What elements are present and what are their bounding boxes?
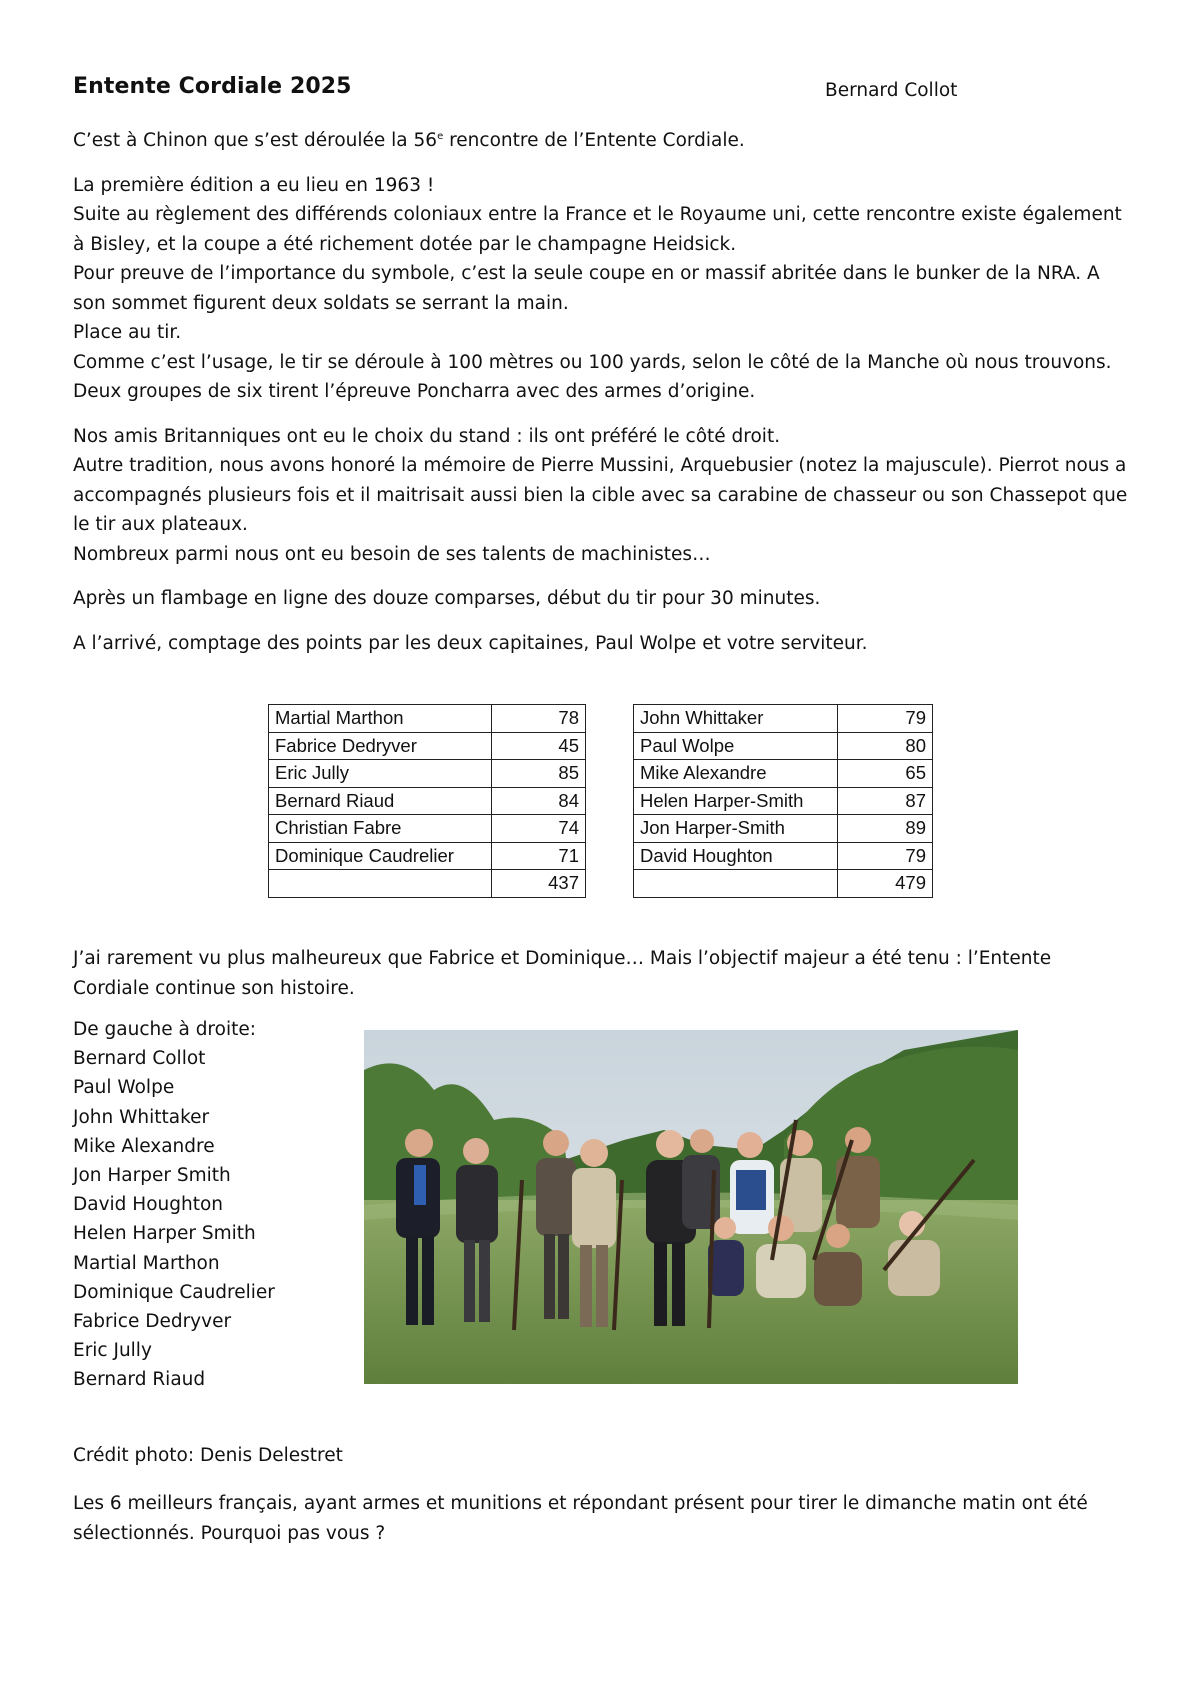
- shooter-name: Bernard Riaud: [269, 787, 492, 815]
- intro-text-end: rencontre de l’Entente Cordiale.: [443, 130, 745, 151]
- paragraph-history: [73, 171, 1133, 407]
- caption-name: Dominique Caudrelier: [73, 1281, 275, 1303]
- shooter-name: Paul Wolpe: [634, 732, 838, 760]
- ordinal-superscript: e: [437, 131, 444, 142]
- paragraph-intro: [73, 126, 1133, 156]
- shooter-name: Martial Marthon: [269, 705, 492, 733]
- text-line: Suite au règlement des différends coloniaux entre la France et le Royaume uni, cette rencontre existe également à Bisley, et la coupe a été richement dotée par le champagne Heidsick.: [73, 204, 1122, 255]
- british-score-table: [633, 704, 933, 898]
- shooter-score: 45: [492, 732, 586, 760]
- table-total-row: [269, 870, 586, 898]
- shooter-name: Christian Fabre: [269, 815, 492, 843]
- group-photo-illustration: [364, 1030, 1018, 1384]
- table-row: [269, 842, 586, 870]
- shooter-name: John Whittaker: [634, 705, 838, 733]
- team-total: 479: [838, 870, 933, 898]
- empty-cell: [634, 870, 838, 898]
- shooter-score: 74: [492, 815, 586, 843]
- text-line: Pour preuve de l’importance du symbole, c’est la seule coupe en or massif abritée dans le bunker de la NRA. A son sommet figurent deux soldats se serrant la main.: [73, 263, 1100, 314]
- paragraph-shooting: Après un flambage en ligne des douze comparses, début du tir pour 30 minutes.: [73, 588, 821, 609]
- shooter-score: 80: [838, 732, 933, 760]
- shooter-name: Jon Harper-Smith: [634, 815, 838, 843]
- table-row: [634, 815, 933, 843]
- empty-cell: [269, 870, 492, 898]
- caption-name: Paul Wolpe: [73, 1077, 175, 1099]
- table-row: [269, 760, 586, 788]
- article-author: Bernard Collot: [825, 80, 958, 101]
- table-row: [634, 760, 933, 788]
- table-row: [269, 705, 586, 733]
- text-line: La première édition a eu lieu en 1963 !: [73, 174, 435, 196]
- table-row: [634, 705, 933, 733]
- caption-name: John Whittaker: [73, 1106, 210, 1128]
- text-line: Autre tradition, nous avons honoré la mémoire de Pierre Mussini, Arquebusier (notez la majuscule). Pierrot nous a accompagnés plusieurs fois et il maitrisait aussi bien la cible avec sa carabine de chasseur ou son Chassepot que le tir aux plateaux.: [73, 455, 1128, 535]
- paragraph-closing: Les 6 meilleurs français, ayant armes et munitions et répondant présent pour tirer le dimanche matin ont été sélectionnés. Pourquoi pas vous ?: [73, 1493, 1088, 1544]
- text-line: Comme c’est l’usage, le tir se déroule à 100 mètres ou 100 yards, selon le côté de la Manche où nous trouvons.: [73, 351, 1112, 373]
- shooter-name: Mike Alexandre: [634, 760, 838, 788]
- photo-credit: Crédit photo: Denis Delestret: [73, 1445, 343, 1466]
- shooter-name: Fabrice Dedryver: [269, 732, 492, 760]
- shooter-score: 89: [838, 815, 933, 843]
- caption-name: Bernard Collot: [73, 1048, 206, 1070]
- shooter-name: Dominique Caudrelier: [269, 842, 492, 870]
- caption-name: Bernard Riaud: [73, 1369, 206, 1391]
- caption-name: Mike Alexandre: [73, 1135, 215, 1157]
- paragraph-conclusion: J’ai rarement vu plus malheureux que Fabrice et Dominique… Mais l’objectif majeur a été tenu : l’Entente Cordiale continue son histoire.: [73, 948, 1052, 999]
- article-body: [73, 126, 1133, 673]
- text-line: Nombreux parmi nous ont eu besoin de ses talents de machinistes…: [73, 543, 711, 565]
- text-line: Nos amis Britanniques ont eu le choix du stand : ils ont préféré le côté droit.: [73, 425, 781, 447]
- text-line: Deux groupes de six tirent l’épreuve Poncharra avec des armes d’origine.: [73, 381, 756, 402]
- caption-name: Fabrice Dedryver: [73, 1311, 232, 1333]
- paragraph-tradition: [73, 422, 1133, 570]
- shooter-name: David Houghton: [634, 842, 838, 870]
- group-photo: [364, 1030, 1018, 1384]
- shooter-score: 65: [838, 760, 933, 788]
- caption-name: Helen Harper Smith: [73, 1223, 256, 1245]
- french-score-table: [268, 704, 586, 898]
- text-line: Place au tir.: [73, 322, 182, 343]
- shooter-score: 84: [492, 787, 586, 815]
- caption-name: Martial Marthon: [73, 1252, 220, 1274]
- caption-name: Eric Jully: [73, 1340, 152, 1362]
- shooter-score: 85: [492, 760, 586, 788]
- shooter-score: 87: [838, 787, 933, 815]
- caption-heading: De gauche à droite:: [73, 1019, 256, 1040]
- table-row: [269, 815, 586, 843]
- table-row: [634, 842, 933, 870]
- paragraph-counting: A l’arrivé, comptage des points par les deux capitaines, Paul Wolpe et votre serviteur.: [73, 632, 868, 654]
- team-total: 437: [492, 870, 586, 898]
- shooter-name: Eric Jully: [269, 760, 492, 788]
- intro-text-start: C’est à Chinon que s’est déroulée la 56: [73, 130, 438, 151]
- photo-caption-list: [73, 1015, 333, 1395]
- table-row: [634, 787, 933, 815]
- table-total-row: [634, 870, 933, 898]
- shooter-score: 71: [492, 842, 586, 870]
- article-title: Entente Cordiale 2025: [73, 74, 352, 99]
- shooter-score: 79: [838, 842, 933, 870]
- shooter-score: 79: [838, 705, 933, 733]
- shooter-score: 78: [492, 705, 586, 733]
- table-row: [269, 732, 586, 760]
- table-row: [634, 732, 933, 760]
- table-row: [269, 787, 586, 815]
- caption-name: David Houghton: [73, 1194, 224, 1216]
- shooter-name: Helen Harper-Smith: [634, 787, 838, 815]
- caption-name: Jon Harper Smith: [73, 1165, 231, 1187]
